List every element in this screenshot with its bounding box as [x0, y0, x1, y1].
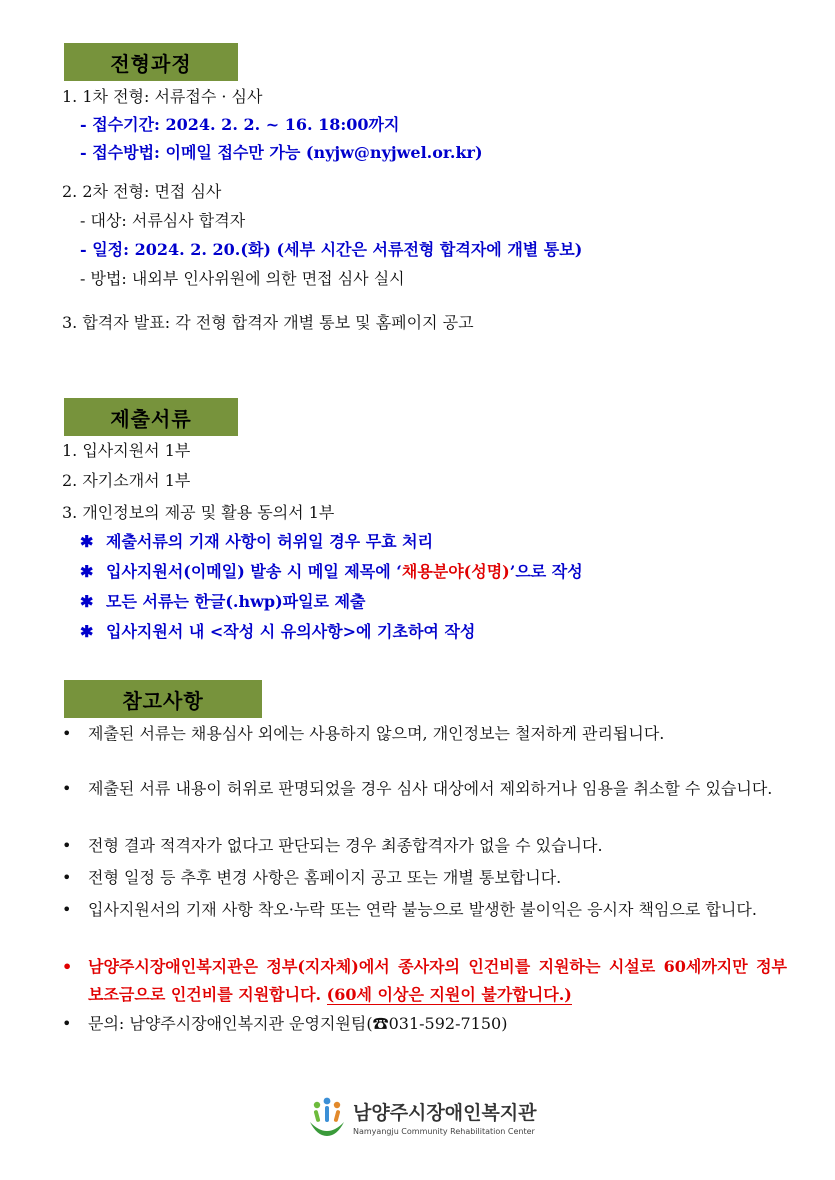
section-title-documents: 제출서류 — [64, 398, 238, 436]
process-step1-period: - 접수기간: 2024. 2. 2. ~ 16. 18:00까지 — [80, 115, 400, 134]
notes-item-3: • 전형 결과 적격자가 없다고 판단되는 경우 최종합격자가 없을 수 있습니다. — [62, 832, 787, 860]
section-title-notes: 참고사항 — [64, 680, 262, 718]
document-item-3: 3. 개인정보의 제공 및 활용 동의서 1부 — [62, 503, 335, 522]
age-limit-note: (60세 이상은 지원이 불가합니다.) — [326, 985, 572, 1004]
document-item-2: 2. 자기소개서 1부 — [62, 471, 191, 490]
star-icon: ✱ — [80, 622, 94, 641]
document-note-2: ✱ 입사지원서(이메일) 발송 시 메일 제목에 ‘채용분야(성명)’으로 작성 — [80, 562, 583, 581]
document-item-1: 1. 입사지원서 1부 — [62, 441, 191, 460]
notes-item-5: • 입사지원서의 기재 사항 착오·누락 또는 연락 불능으로 발생한 불이익은 응시자 책임으로 합니다. — [62, 896, 787, 924]
process-step1: 1. 1차 전형: 서류접수 · 심사 — [62, 87, 263, 106]
document-note-3: ✱ 모든 서류는 한글(.hwp)파일로 제출 — [80, 592, 366, 611]
bullet-icon: • — [62, 779, 72, 798]
process-step2-target: - 대상: 서류심사 합격자 — [80, 211, 246, 230]
star-icon: ✱ — [80, 592, 94, 611]
phone-icon: ☎ — [372, 1014, 389, 1033]
org-name: 남양주시장애인복지관 — [353, 1102, 537, 1124]
bullet-icon: • — [62, 836, 72, 855]
document-note-4: ✱ 입사지원서 내 <작성 시 유의사항>에 기초하여 작성 — [80, 622, 476, 641]
notes-item-7: • 문의: 남양주시장애인복지관 운영지원팀(☎031-592-7150) — [62, 1010, 787, 1038]
bullet-icon: • — [62, 1014, 72, 1033]
notes-item-6: • 남양주시장애인복지관은 정부(지자체)에서 종사자의 인건비를 지원하는 시설로 60세까지만 정부 보조금으로 인건비를 지원합니다. (60세 이상은 지원이 불가합니다.) — [62, 953, 787, 1009]
org-name-en: Namyangju Community Rehabilitation Center — [353, 1127, 535, 1136]
bullet-icon: • — [62, 957, 73, 976]
process-step2-date: - 일정: 2024. 2. 20.(화) (세부 시간은 서류전형 합격자에 개별 통보) — [80, 240, 583, 259]
process-step2-method: - 방법: 내외부 인사위원에 의한 면접 심사 실시 — [80, 269, 405, 288]
note-highlight: 채용분야(성명) — [401, 562, 510, 581]
bullet-icon: • — [62, 868, 72, 887]
bullet-icon: • — [62, 900, 72, 919]
process-step3: 3. 합격자 발표: 각 전형 합격자 개별 통보 및 홈페이지 공고 — [62, 313, 474, 332]
notes-item-4: • 전형 일정 등 추후 변경 사항은 홈페이지 공고 또는 개별 통보합니다. — [62, 864, 787, 892]
notes-item-2: • 제출된 서류 내용이 허위로 판명되었을 경우 심사 대상에서 제외하거나 임용을 취소할 수 있습니다. — [62, 775, 787, 803]
process-step2: 2. 2차 전형: 면접 심사 — [62, 182, 222, 201]
org-logo-icon — [307, 1096, 347, 1138]
star-icon: ✱ — [80, 532, 94, 551]
process-step1-method: - 접수방법: 이메일 접수만 가능 (nyjw@nyjwel.or.kr) — [80, 143, 483, 162]
star-icon: ✱ — [80, 562, 94, 581]
bullet-icon: • — [62, 724, 72, 743]
org-logo — [307, 1096, 537, 1138]
section-title-process: 전형과정 — [64, 43, 238, 81]
notes-item-1: • 제출된 서류는 채용심사 외에는 사용하지 않으며, 개인정보는 철저하게 관리됩니다. — [62, 720, 787, 748]
document-note-1: ✱ 제출서류의 기재 사항이 허위일 경우 무효 처리 — [80, 532, 434, 551]
